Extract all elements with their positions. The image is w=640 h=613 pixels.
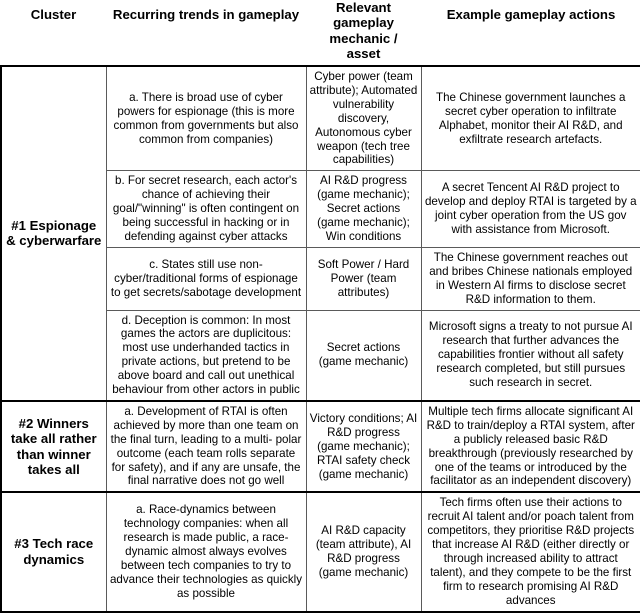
column-header-example: Example gameplay actions [421, 0, 640, 66]
example-cell: The Chinese government launches a secret cyber operation to infiltrate Alphabet, monitor their AI R&D, and exfiltrate research artefacts. [421, 66, 640, 171]
cluster-name-cell: #2 Winners take all rather than winner takes all [1, 401, 106, 492]
header-row [1, 0, 640, 66]
example-cell: Multiple tech firms allocate significant AI R&D to train/deploy a RTAI system, after a publicly released basic R&D breakthrough (previously researched by one of the teams or introduced by the facilitator as an independent discovery) [421, 401, 640, 492]
trend-cell: b. For secret research, each actor's chance of achieving their goal/"winning" is often contingent on being successful in hacking or in defending against cyber attacks [106, 171, 306, 248]
column-header-cluster: Cluster [1, 0, 106, 66]
trend-cell: c. States still use non-cyber/traditional forms of espionage to get secrets/sabotage development [106, 247, 306, 310]
mechanic-cell: Cyber power (team attribute); Automated vulnerability discovery, Autonomous cyber weapon (tech tree capabilities) [306, 66, 421, 171]
trend-cell: a. Race-dynamics between technology companies: when all research is made public, a race-dynamic almost always evolves between tech companies to try to advance their technologies as quickly as possible [106, 492, 306, 611]
cluster-name-cell: #3 Tech race dynamics [1, 492, 106, 611]
table-row [1, 492, 640, 611]
mechanic-cell: Secret actions (game mechanic) [306, 310, 421, 401]
example-cell: Microsoft signs a treaty to not pursue AI research that further advances the capabilities frontier without all safety research completed, but still pursues such research in secret. [421, 310, 640, 401]
mechanic-cell: AI R&D capacity (team attribute), AI R&D progress (game mechanic) [306, 492, 421, 611]
mechanic-cell: Soft Power / Hard Power (team attributes) [306, 247, 421, 310]
table-body [1, 66, 640, 612]
mechanic-cell: AI R&D progress (game mechanic); Secret actions (game mechanic); Win conditions [306, 171, 421, 248]
column-header-mechanic: Relevant gameplay mechanic / asset [306, 0, 421, 66]
trend-cell: a. Development of RTAI is often achieved by more than one team on the final turn, leading to a multi- polar outcome (each team rolls separate for safety), and if any are unsafe, the final narrative does not go well [106, 401, 306, 492]
example-cell: A secret Tencent AI R&D project to develop and deploy RTAI is targeted by a joint cyber operation from the US gov with assistance from Microsoft. [421, 171, 640, 248]
example-cell: Tech firms often use their actions to recruit AI talent and/or poach talent from competitors, they prioritise R&D projects that increase AI R&D (either directly or through increased ability to attract talent), and they compete to be the first firm to research promising AI R&D advances [421, 492, 640, 611]
trend-cell: a. There is broad use of cyber powers for espionage (this is more common from governments but also common from companies) [106, 66, 306, 171]
example-cell: The Chinese government reaches out and bribes Chinese nationals employed in Western AI firms to disclose secret R&D information to them. [421, 247, 640, 310]
column-header-trends: Recurring trends in gameplay [106, 0, 306, 66]
cluster-name-cell: #1 Espionage & cyberwarfare [1, 66, 106, 401]
mechanic-cell: Victory conditions; AI R&D progress (game mechanic); RTAI safety check (game mechanic) [306, 401, 421, 492]
trend-cell: d. Deception is common: In most games the actors are duplicitous: most use underhanded tactics in private actions, but pretend to be above board and call out unethical behaviour from other actors in public [106, 310, 306, 401]
table-header [1, 0, 640, 66]
table-row [1, 66, 640, 171]
table-row [1, 401, 640, 492]
